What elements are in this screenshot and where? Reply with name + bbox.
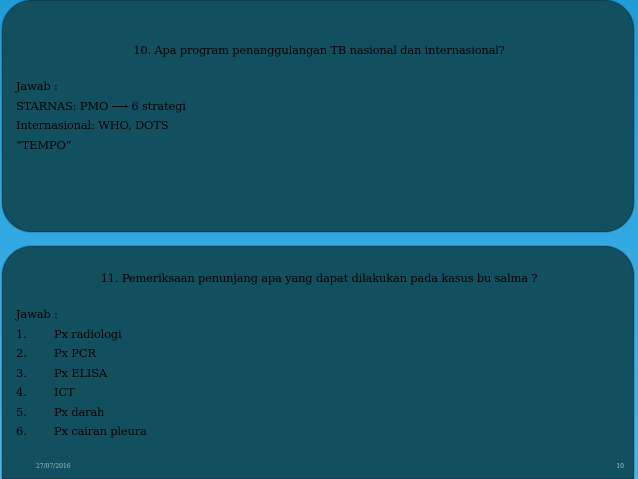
list-text: Px PCR xyxy=(54,346,96,360)
slide-page-number: 10 xyxy=(616,463,624,470)
list-item xyxy=(16,383,147,403)
list-item xyxy=(16,422,147,442)
answer-line: STARNAS: PMO ⟶ 6 strategi xyxy=(16,98,186,113)
list-item xyxy=(16,325,147,345)
list-number: 3. xyxy=(16,365,27,380)
list-number: 2. xyxy=(16,346,27,360)
answer-line: “TEMPO” xyxy=(16,137,72,152)
list-number: 5. xyxy=(16,404,27,419)
answer-label: Jawab : xyxy=(16,307,58,321)
list-item xyxy=(16,344,147,364)
list-text: Px ELISA xyxy=(54,365,108,380)
slide-date: 27/07/2016 xyxy=(36,463,71,470)
answer-block-10 xyxy=(16,77,186,155)
list-text: Px cairan pleura xyxy=(54,424,147,438)
answer-line: Internasional: WHO, DOTS xyxy=(16,118,169,132)
list-text: Px darah xyxy=(54,404,105,419)
list-number: 6. xyxy=(16,424,27,438)
list-text: Px radiologi xyxy=(54,326,122,341)
list-number: 4. xyxy=(16,385,27,399)
answer-label: Jawab : xyxy=(16,79,58,93)
question-11: 11. Pemeriksaan penunjang apa yang dapat dilakukan pada kasus bu salma ? xyxy=(100,271,538,285)
list-text: ICT xyxy=(54,385,75,399)
list-item xyxy=(16,364,147,384)
list-number: 1. xyxy=(16,326,27,341)
list-item xyxy=(16,403,147,423)
answer-block-11 xyxy=(16,305,147,442)
question-10: 10. Apa program penanggulangan TB nasional dan internasional? xyxy=(133,43,505,57)
